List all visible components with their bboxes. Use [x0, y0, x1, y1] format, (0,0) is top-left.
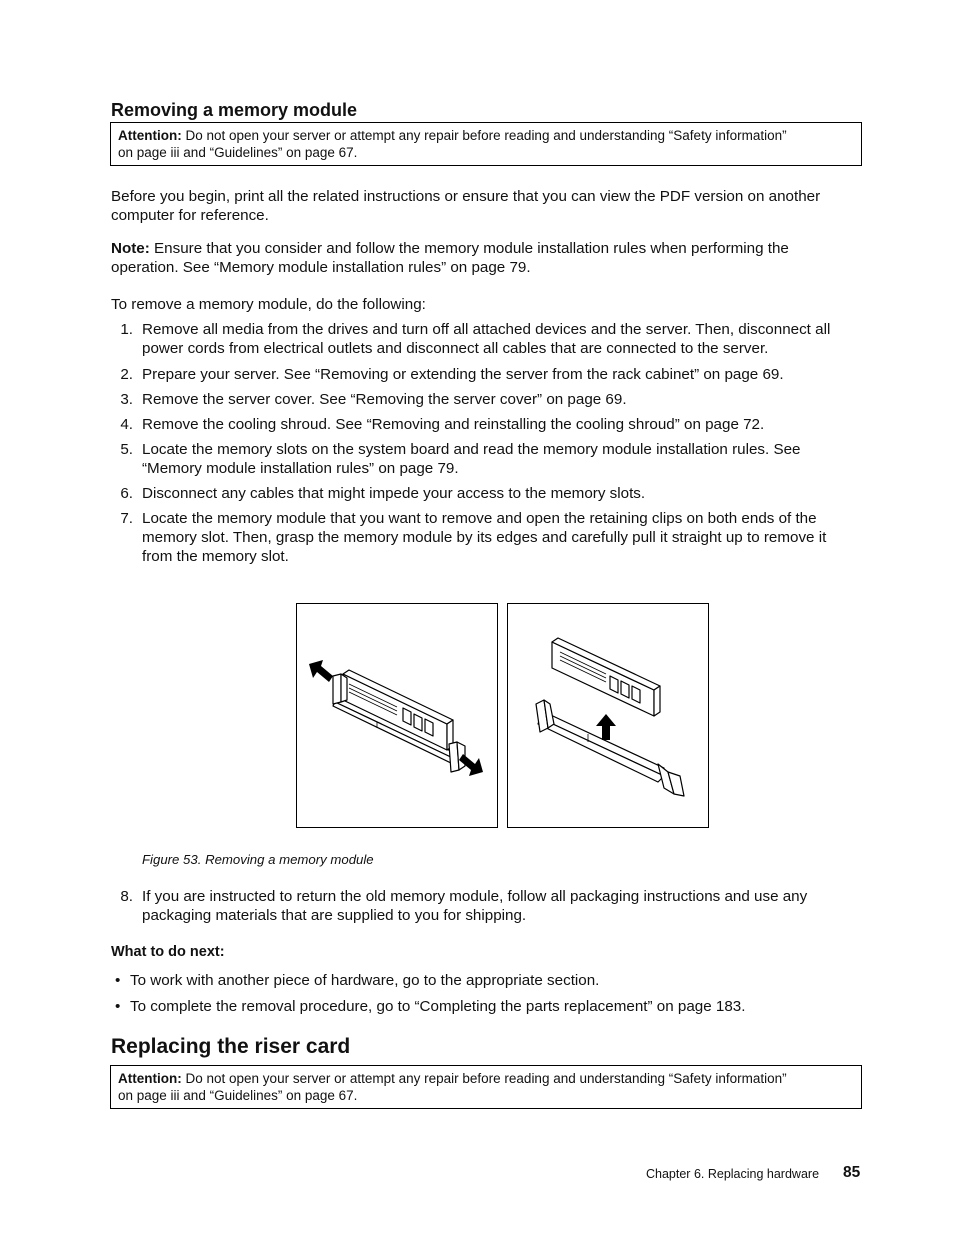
list-item: 2. Prepare your server. See “Removing or extending the server from the rack cabinet” on page 69.	[120, 366, 784, 383]
bullet: •	[115, 972, 121, 989]
figure-panel-open-clips	[296, 603, 498, 828]
attention-text-cont: on page iii and “Guidelines” on page 67.	[118, 144, 358, 160]
figure-panel-lift-module	[507, 603, 709, 828]
attention-label: Attention:	[118, 1071, 182, 1086]
list-item: 7. Locate the memory module that you want to remove and open the retaining clips on both ends of the memory slot. Then, grasp the memory module by its edges and carefully pull it straight up to remove it from the memory slot.	[120, 510, 827, 565]
list-item: • To work with another piece of hardware, go to the appropriate section.	[115, 972, 600, 989]
figure-title: Removing a memory module	[205, 852, 374, 867]
list-item: 4. Remove the cooling shroud. See “Removing and reinstalling the cooling shroud” on page 72.	[120, 416, 765, 433]
attention-label: Attention:	[118, 128, 182, 143]
attention-box	[110, 1065, 862, 1109]
footer-chapter: Chapter 6. Replacing hardware	[646, 1167, 820, 1181]
note-paragraph: Note: Ensure that you consider and follow the memory module installation rules when performing the operation. See “Memory module installation rules” on page 79.	[111, 240, 789, 276]
memory-lift-illustration	[508, 604, 708, 827]
attention-text: Do not open your server or attempt any repair before reading and understanding “Safety information”	[185, 1071, 787, 1086]
list-item: 8. If you are instructed to return the old memory module, follow all packaging instructions and use any packaging materials that are supplied to you for shipping.	[120, 888, 808, 924]
list-item: 6. Disconnect any cables that might impede your access to the memory slots.	[120, 485, 646, 502]
intro-paragraph: Before you begin, print all the related instructions or ensure that you can view the PDF version on another computer for reference.	[111, 188, 821, 224]
figure-caption	[142, 852, 374, 867]
figure-label: Figure 53.	[142, 852, 202, 867]
page-number: 85	[843, 1164, 861, 1181]
attention-text: Do not open your server or attempt any repair before reading and understanding “Safety information”	[185, 128, 787, 143]
list-item: 5. Locate the memory slots on the system board and read the memory module installation rules. See “Memory module installation rules” on page 79.	[120, 441, 801, 477]
bullet: •	[115, 998, 121, 1015]
list-item: • To complete the removal procedure, go to “Completing the parts replacement” on page 183.	[115, 998, 746, 1015]
section-heading-replacing-riser: Replacing the riser card	[111, 1035, 351, 1058]
section-heading-removing-memory: Removing a memory module	[111, 100, 358, 120]
note-label: Note:	[111, 240, 150, 257]
procedure-lead: To remove a memory module, do the following:	[111, 296, 426, 313]
list-item: 1. Remove all media from the drives and turn off all attached devices and the server. Then, disconnect all power cords from electrical outlets and disconnect all cables that are connected to the server.	[120, 321, 831, 357]
memory-clips-illustration	[297, 604, 497, 827]
attention-box	[110, 122, 862, 166]
list-item: 3. Remove the server cover. See “Removing the server cover” on page 69.	[120, 391, 627, 408]
what-next-heading: What to do next:	[111, 944, 225, 960]
attention-text-cont: on page iii and “Guidelines” on page 67.	[118, 1087, 358, 1103]
